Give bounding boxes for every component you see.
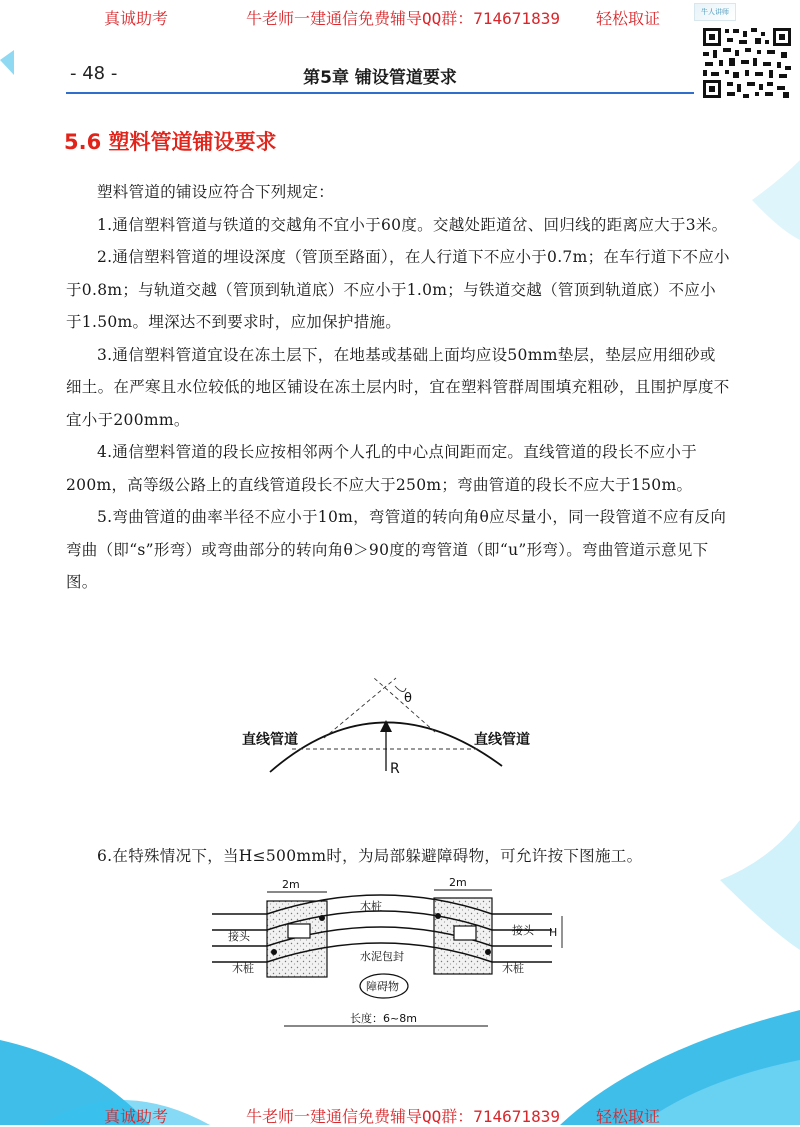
stake-label-top: 木桩: [360, 900, 382, 913]
joint-label-left: 接头: [228, 930, 250, 943]
joint-sleeve-right: [454, 926, 476, 940]
bottom-banner: [0, 1098, 800, 1126]
straight-duct-label-right: 直线管道: [474, 732, 530, 748]
theta-label: θ: [404, 691, 412, 706]
bottom-banner-slogan-left: 真诚助考: [104, 1107, 169, 1126]
paragraph-rule-5: 5.弯曲管道的曲率半径不应小于10m，弯管道的转向角θ应尽量小，同一段管道不应有反向弯曲（即“s”形弯）或弯曲部分的转向角θ＞90度的弯管道（即“u”形弯）。弯曲管道示意见下图。: [66, 508, 727, 591]
curved-duct-diagram: [230, 676, 550, 786]
banner-slogan-right: 轻松取证: [596, 9, 661, 28]
paragraph-rule-3: 3.通信塑料管道宜设在冻土层下，在地基或基础上面均应设50mm垫层，垫层应用细砂或细土。在严寒且水位较低的地区铺设在冻土层内时，宜在塑料管群周围填充粗砂，且围护厚度不宜小于200mm。: [66, 345, 730, 429]
banner-qq-group: 牛老师一建通信免费辅导QQ群：714671839: [246, 9, 560, 28]
stake-dot-4: [485, 949, 491, 955]
straight-duct-label-left: 直线管道: [242, 732, 298, 748]
obstacle-bypass-diagram: [212, 876, 582, 1036]
stake-label-left: 木桩: [232, 962, 254, 975]
brand-logo: 牛人讲师: [694, 3, 736, 21]
bottom-banner-slogan-right: 轻松取证: [596, 1107, 661, 1126]
stake-dot-3: [435, 913, 441, 919]
length-label: 长度：6~8m: [350, 1012, 417, 1025]
dim-label-right: 2m: [449, 876, 467, 889]
bottom-banner-qq-group: 牛老师一建通信免费辅导QQ群：714671839: [246, 1107, 560, 1126]
stake-dot-2: [271, 949, 277, 955]
joint-sleeve-left: [288, 924, 310, 938]
joint-label-right: 接头: [512, 924, 534, 937]
radius-label: R: [390, 761, 400, 777]
page-number: - 48 -: [70, 63, 118, 84]
page-header: [66, 58, 694, 94]
h-label: H: [549, 926, 558, 939]
stake-label-right: 木桩: [502, 962, 524, 975]
paragraph-rule-1: 1.通信塑料管道与铁道的交越角不宜小于60度。交越处距道岔、回归线的距离应大于3米。: [97, 215, 728, 234]
body-text-rule-6: [66, 840, 730, 873]
cement-label: 水泥包封: [360, 950, 404, 963]
paragraph-intro: 塑料管道的铺设应符合下列规定：: [97, 183, 335, 201]
cement-encasement-left: [267, 901, 327, 977]
section-title: 5.6 塑料管道铺设要求: [64, 130, 277, 154]
top-banner: [0, 0, 800, 28]
banner-slogan-left: 真诚助考: [104, 9, 169, 28]
paragraph-rule-2: 2.通信塑料管道的埋设深度（管顶至路面），在人行道下不应小于0.7m；在车行道下不应小于0.8m；与轨道交越（管顶到轨道底）不应小于1.0m；与铁道交越（管顶到轨道底）不应小于1.50m。埋深达不到要求时，应加保护措施。: [66, 248, 730, 331]
chapter-title: 第5章 铺设管道要求: [303, 68, 457, 88]
dim-label-left: 2m: [282, 878, 300, 891]
obstacle-label: 障碍物: [366, 980, 399, 993]
stake-dot-1: [319, 915, 325, 921]
body-text: [66, 176, 730, 599]
qr-code-icon: [699, 26, 795, 100]
paragraph-rule-6: 6.在特殊情况下，当H≤500mm时，为局部躲避障碍物，可允许按下图施工。: [97, 847, 643, 865]
paragraph-rule-4: 4.通信塑料管道的段长应按相邻两个人孔的中心点间距而定。直线管道的段长不应小于200m，高等级公路上的直线管道段长不应大于250m；弯曲管道的段长不应大于150m。: [66, 443, 697, 494]
